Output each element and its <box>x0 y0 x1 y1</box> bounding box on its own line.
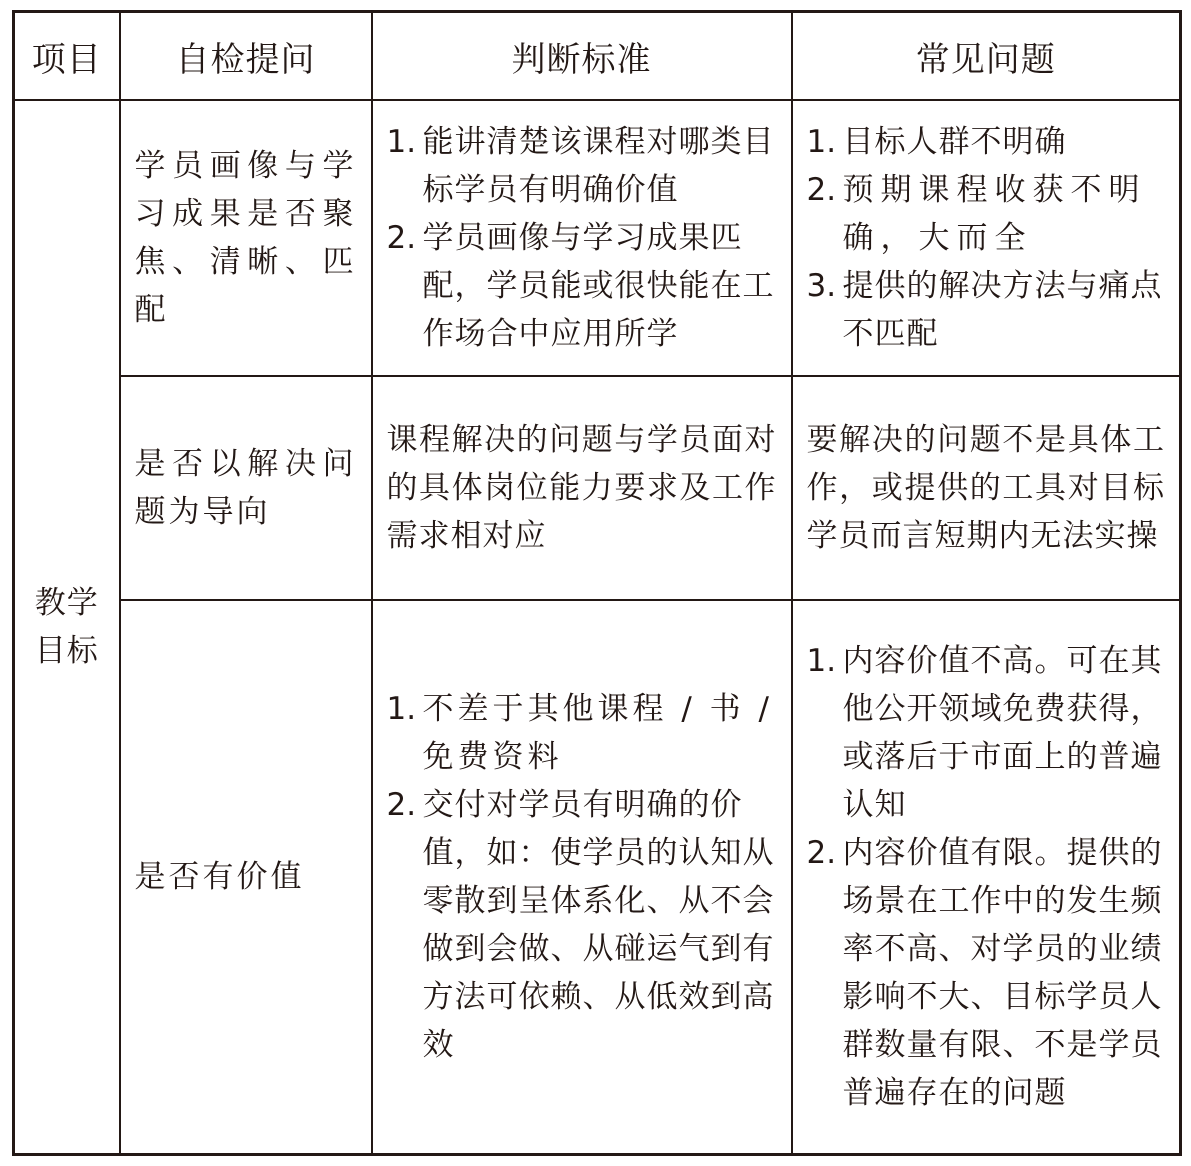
header-criteria: 判断标准 <box>372 12 792 101</box>
criteria-cell: 课程解决的问题与学员面对的具体岗位能力要求及工作需求相对应 <box>372 376 792 600</box>
list-text: 不差于其他课程 / 书 / 免费资料 <box>422 691 773 775</box>
header-row <box>14 12 1181 101</box>
criteria-cell <box>372 600 792 1155</box>
question-cell: 是否有价值 <box>120 600 372 1155</box>
list-number: 1. <box>806 124 837 160</box>
list-text: 目标人群不明确 <box>842 124 1067 160</box>
category-cell <box>14 100 120 1155</box>
table-row <box>14 376 1181 600</box>
list-number: 1. <box>386 124 417 160</box>
list-number: 2. <box>386 220 417 256</box>
question-cell: 学员画像与学习成果是否聚焦、清晰、匹配 <box>120 100 372 376</box>
list-text: 内容价值有限。提供的场景在工作中的发生频率不高、对学员的业绩影响不大、目标学员人群数量有限、不是学员普遍存在的问题 <box>842 835 1163 1111</box>
list-item <box>807 166 1166 262</box>
issues-cell: 要解决的问题不是具体工作，或提供的工具对目标学员而言短期内无法实操 <box>792 376 1181 600</box>
list-number: 2. <box>386 787 417 823</box>
issues-cell <box>792 600 1181 1155</box>
list-text: 预期课程收获不明确，大而全 <box>842 172 1147 256</box>
table <box>12 10 1182 1156</box>
header-item: 项目 <box>14 12 120 101</box>
criteria-list <box>387 685 777 1069</box>
issues-list <box>807 637 1166 1117</box>
list-number: 1. <box>806 643 837 679</box>
list-item <box>807 118 1166 166</box>
list-item <box>807 262 1166 358</box>
list-text: 交付对学员有明确的价值，如：使学员的认知从零散到呈体系化、从不会做到会做、从碰运气到有方法可依赖、从低效到高效 <box>422 787 775 1063</box>
list-number: 1. <box>386 691 417 727</box>
table-row <box>14 600 1181 1155</box>
header-issues: 常见问题 <box>792 12 1181 101</box>
self-check-table <box>12 10 1179 1156</box>
list-text: 学员画像与学习成果匹配，学员能或很快能在工作场合中应用所学 <box>422 220 775 352</box>
header-question: 自检提问 <box>120 12 372 101</box>
category-label: 教学目标 <box>34 585 99 669</box>
list-text: 提供的解决方法与痛点不匹配 <box>842 268 1163 352</box>
criteria-list <box>387 118 777 358</box>
list-text: 能讲清楚该课程对哪类目标学员有明确价值 <box>422 124 775 208</box>
issues-list <box>807 118 1166 358</box>
list-number: 2. <box>806 172 837 208</box>
list-number: 2. <box>806 835 837 871</box>
list-text: 内容价值不高。可在其他公开领域免费获得，或落后于市面上的普遍认知 <box>842 643 1163 823</box>
list-item <box>387 685 777 781</box>
list-item <box>387 781 777 1069</box>
list-number: 3. <box>806 268 837 304</box>
list-item <box>387 214 777 358</box>
list-item <box>807 637 1166 829</box>
table-row <box>14 100 1181 376</box>
criteria-cell <box>372 100 792 376</box>
question-cell: 是否以解决问题为导向 <box>120 376 372 600</box>
list-item <box>807 829 1166 1117</box>
list-item <box>387 118 777 214</box>
issues-cell <box>792 100 1181 376</box>
